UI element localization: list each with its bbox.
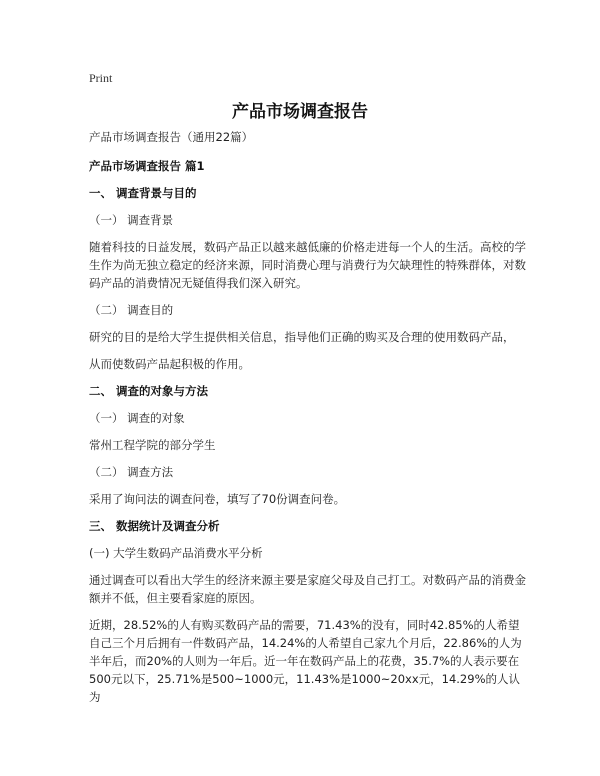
- section-1-paragraph-background: 随着科技的日益发展，数码产品正以越来越低廉的价格走进每一个人的生活。高校的学生作为尚无独立稳定的经济来源，同时消费心理与消费行为欠缺理性的特殊群体，对数码产品的消费情况无疑值得我们深入研究。: [89, 240, 526, 290]
- section-2-subheading-method: （二） 调查方法: [89, 465, 174, 479]
- section-2-heading: 二、 调查的对象与方法: [89, 384, 209, 398]
- section-3-heading: 三、 数据统计及调查分析: [89, 519, 220, 533]
- section-2-subheading-subjects: （一） 调查的对象: [89, 411, 185, 425]
- section-2-paragraph-subjects: 常州工程学院的部分学生: [89, 438, 216, 452]
- document-title: 产品市场调查报告: [232, 102, 368, 122]
- subtitle: 产品市场调查报告（通用22篇）: [89, 130, 254, 144]
- section-2-paragraph-method: 采用了询问法的调查问卷，填写了70份调查问卷。: [89, 492, 346, 506]
- section-1-subheading-purpose: （二） 调查目的: [89, 303, 174, 317]
- section-1-paragraph-purpose: 研究的目的是给大学生提供相关信息，指导他们正确的购买及合理的使用数码产品，: [89, 330, 515, 344]
- document-body: [89, 128, 527, 706]
- section-3-subheading-spending: (一) 大学生数码产品消费水平分析: [89, 546, 263, 560]
- print-link[interactable]: Print: [89, 71, 113, 85]
- section-3-paragraph-income: 通过调查可以看出大学生的经济来源主要是家庭父母及自己打工。对数码产品的消费金额并不低，但主要看家庭的原因。: [89, 573, 526, 605]
- section-1-subheading-background: （一） 调查背景: [89, 213, 174, 227]
- section-1-heading: 一、 调查背景与目的: [89, 186, 197, 200]
- section-1-paragraph-purpose-cont: 从而使数码产品起积极的作用。: [89, 357, 250, 371]
- article-heading: 产品市场调查报告 篇1: [89, 159, 205, 173]
- section-3-paragraph-stats: 近期，28.52%的人有购买数码产品的需要，71.43%的没有，同时42.85%的人希望自己三个月后拥有一件数码产品，14.24%的人希望自己家九个月后，22.86%的人为半年后，而20%的人则为一年后。近一年在数码产品上的花费，35.7%的人表示要在500元以下，25.71%是500~1000元，11.43%是1000~20xx元，14.29%的人认为: [89, 618, 522, 704]
